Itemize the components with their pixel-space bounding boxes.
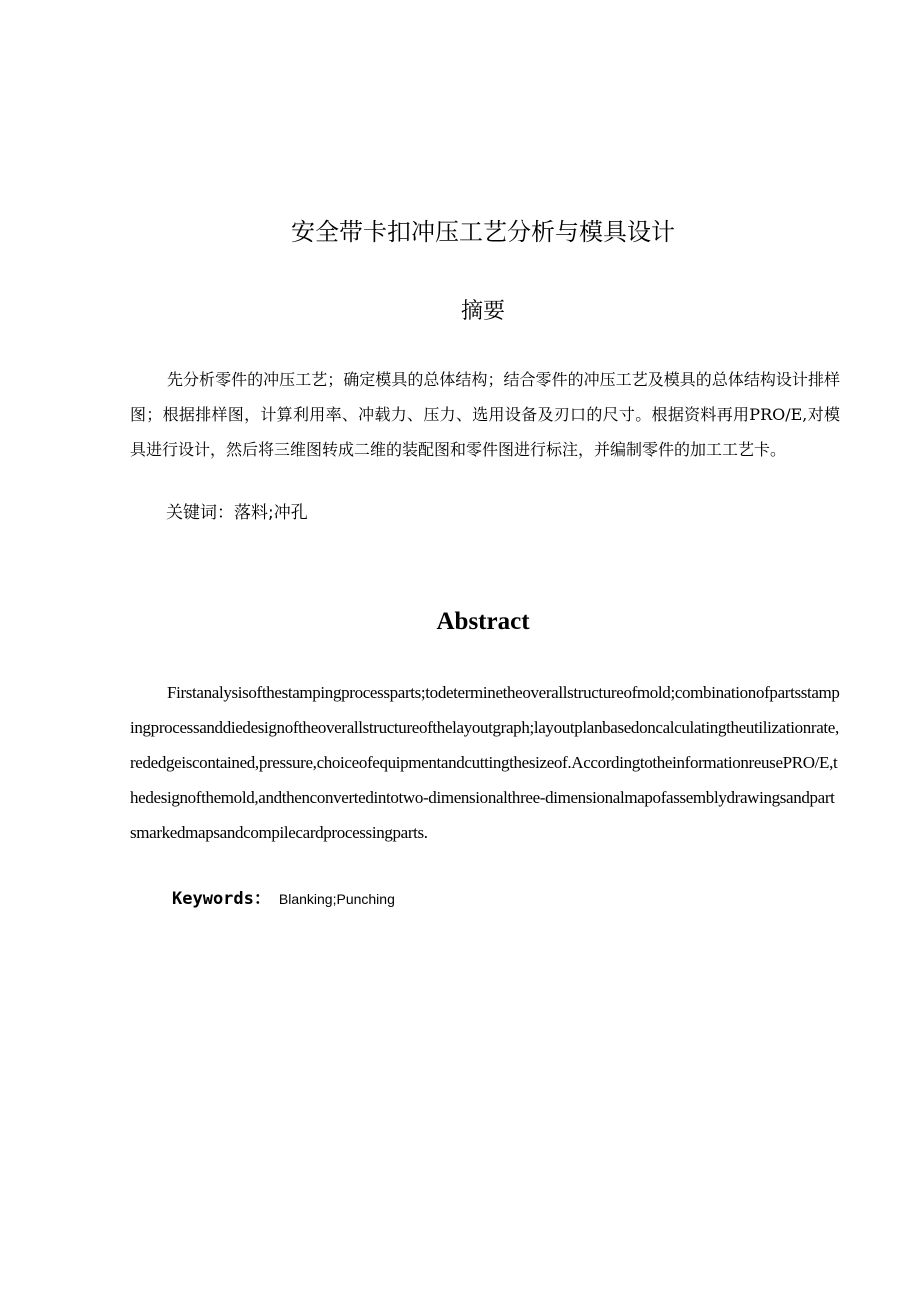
keywords-en-label: Keywords：: [172, 889, 271, 909]
abstract-cn-heading: 摘要: [460, 299, 505, 324]
keywords-en: [172, 884, 395, 909]
keywords-en-value: Blanking;Punching: [278, 891, 395, 907]
keywords-cn: 关键词：落料;冲孔: [166, 503, 308, 523]
document-title: 安全带卡扣冲压工艺分析与模具设计: [291, 218, 675, 246]
abstract-en-heading: Abstract: [436, 608, 530, 635]
abstract-cn-body: 先分析零件的冲压工艺；确定模具的总体结构；结合零件的冲压工艺及模具的总体结构设计排样图；根据排样图，计算利用率、冲载力、压力、选用设备及刃口的尺寸。根据资料再用PRO/E,对模具进行设计，然后将三维图转成二维的装配图和零件图进行标注，并编制零件的加工工艺卡。: [130, 370, 840, 459]
abstract-en-body: Firstanalysisofthestampingprocessparts;todeterminetheoverallstructureofmold;combinationofpartsstampingprocessanddiedesignoftheoverallstructureofthelayoutgraph;layoutplanbasedoncalculatingtheutilizationrate,rededgeiscontained,pressure,choiceofequipmentandcuttingthesizeof.AccordingtotheinformationreusePRO/E,thedesignofthemold,andthenconvertedintotwo-dimensionalthree-dimensionalmapofassemblydrawingsandpartsmarkedmapsandcompilecardprocessingparts.: [130, 683, 840, 842]
